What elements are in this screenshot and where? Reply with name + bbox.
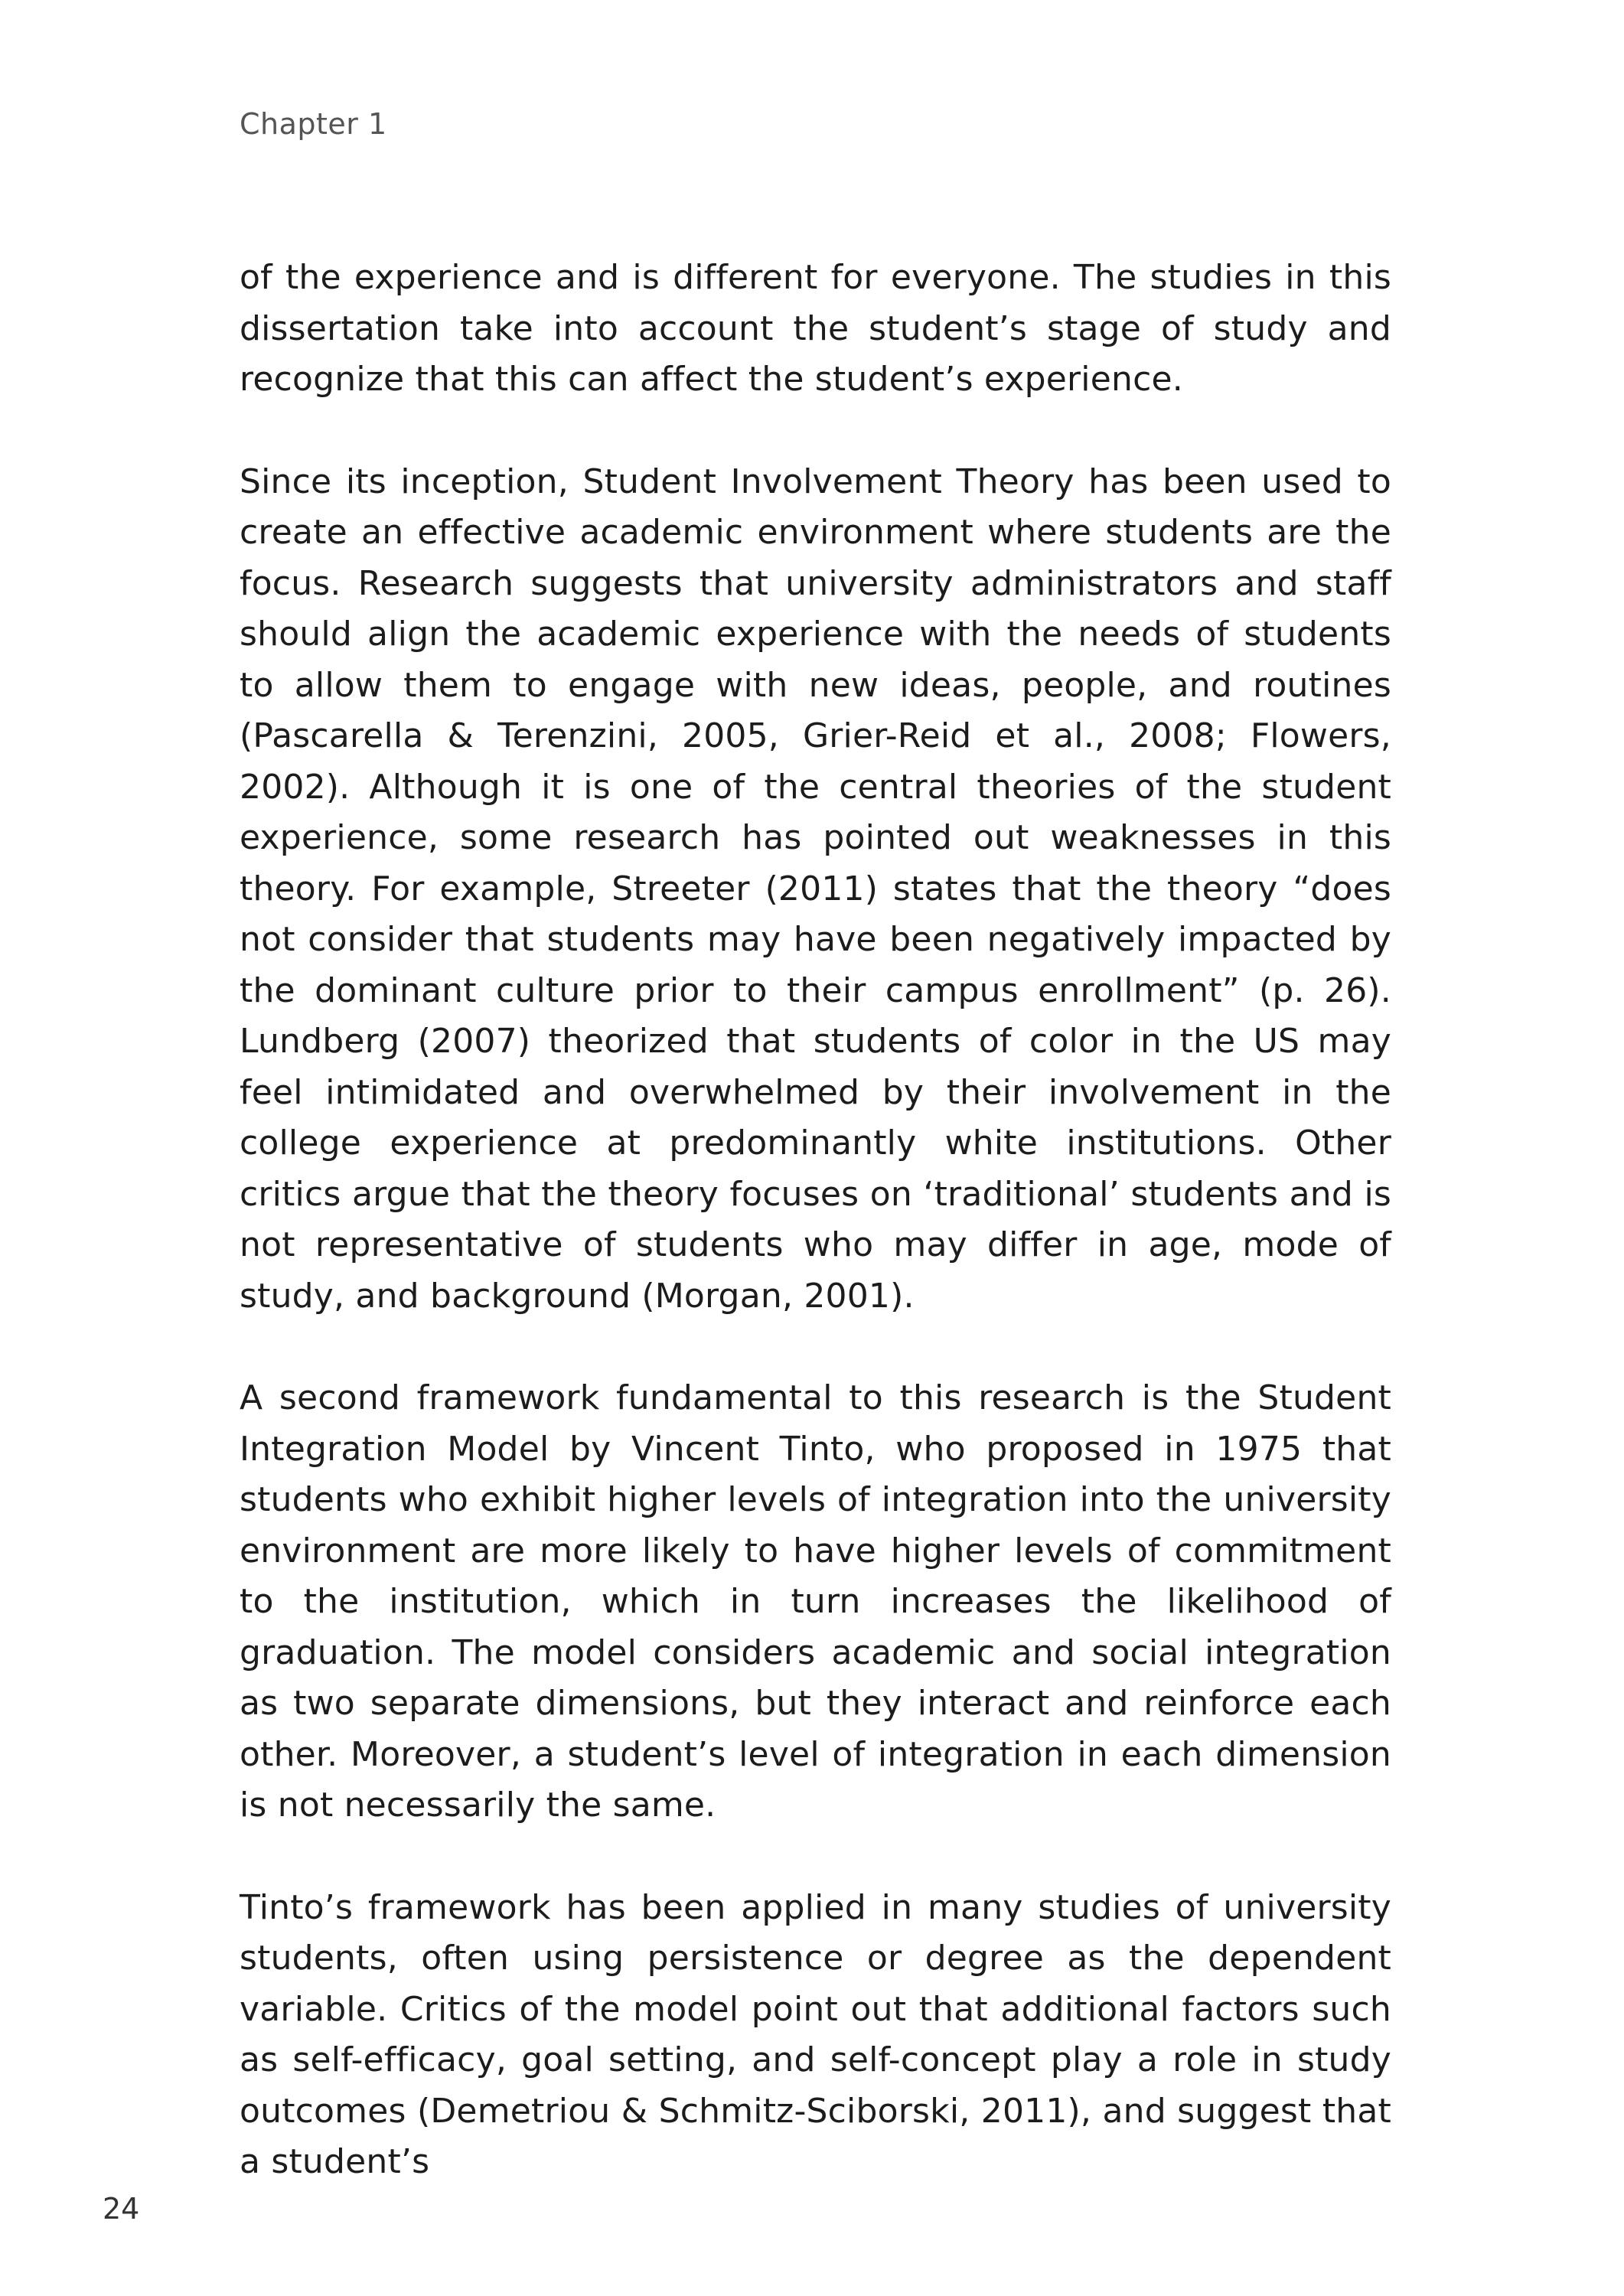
page-number: 24 [103, 2192, 140, 2226]
paragraph-3: A second framework fundamental to this research is the Student Integration Model by Vincent Tinto, who proposed in 1975 that students who exhibit higher levels of integration into the university environment are more likely to have higher levels of commitment to the institution, which in turn increases the likelihood of graduation. The model considers academic and social integration as two separate dimensions, but they interact and reinforce each other. Moreover, a student’s level of integration in each dimension is not necessarily the same. [240, 1378, 1391, 1825]
running-header-chapter-title: Chapter 1 [240, 107, 387, 141]
paragraph-1: of the experience and is different for everyone. The studies in this dissertation take into account the student’s stage of study and recognize that this can affect the student’s experience. [240, 258, 1391, 399]
page-body-text [240, 253, 1391, 2188]
paragraph-4: Tinto’s framework has been applied in many studies of university students, often using persistence or degree as the dependent variable. Critics of the model point out that additional factors such as self-efficacy, goal setting, and self-concept play a role in study outcomes (Demetriou & Schmitz-Sciborski, 2011), and suggest that a student’s [240, 1887, 1391, 2181]
paragraph-2: Since its inception, Student Involvement Theory has been used to create an effective academic environment where students are the focus. Research suggests that university administrators and staff should align the academic experience with the needs of students to allow them to engage with new ideas, people, and routines (Pascarella & Terenzini, 2005, Grier-Reid et al., 2008; Flowers, 2002). Although it is one of the central theories of the student experience, some research has pointed out weaknesses in this theory. For example, Streeter (2011) states that the theory “does not consider that students may have been negatively impacted by the dominant culture prior to their campus enrollment” (p. 26). Lundberg (2007) theorized that students of color in the US may feel intimidated and overwhelmed by their involvement in the college experience at predominantly white institutions. Other critics argue that the theory focuses on ‘traditional’ students and is not representative of students who may differ in age, mode of study, and background (Morgan, 2001). [240, 461, 1391, 1316]
